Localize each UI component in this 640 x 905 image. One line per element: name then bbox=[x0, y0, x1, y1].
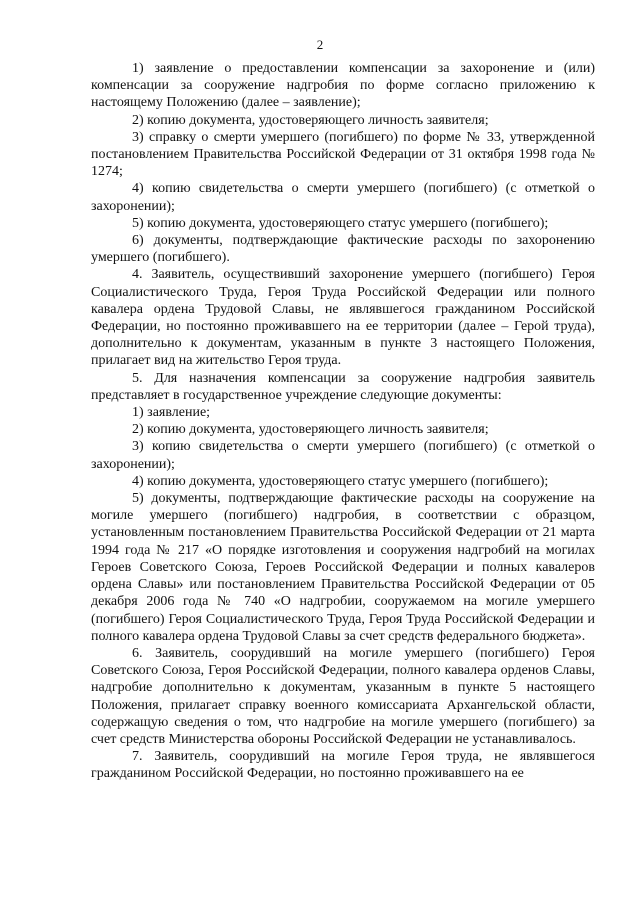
paragraph-item-1: 1) заявление о предоставлении компенсации за захоронение и (или) компенсации за сооружение надгробия по форме согласно приложению к настоящему Положению (далее – заявление); bbox=[91, 61, 595, 111]
paragraph-section-6: 6. Заявитель, соорудивший на могиле умершего (погибшего) Героя Советского Союза, Героя Российской Федерации, полного кавалера орденов Славы, надгробие дополнительно к документам, указанным в пункте 5 настоящего Положения, прилагает справку военного комиссариата Архангельской области, содержащую сведения о том, что надгробие на могиле умершего (погибшего) за счет средств Министерства обороны Российской Федерации не устанавливалось. bbox=[91, 645, 595, 747]
paragraph-item-5-2: 2) копию документа, удостоверяющего личность заявителя; bbox=[132, 422, 489, 438]
paragraph-item-5-4: 4) копию документа, удостоверяющего статус умершего (погибшего); bbox=[132, 473, 549, 489]
paragraph-item-6: 6) документы, подтверждающие фактические расходы по захоронению умершего (погибшего). bbox=[91, 233, 595, 266]
paragraph-section-4: 4. Заявитель, осуществивший захоронение умершего (погибшего) Героя Социалистического Труда, Героя Труда Российской Федерации или полного кавалера ордена Трудовой Славы, не являвшегося гражданином Российской Федерации, но постоянно проживавшего на ее территории (далее – Герой труда), дополнительно к документам, указанным в пункте 3 настоящего Положения, прилагает вид на жительство Героя труда. bbox=[91, 267, 595, 369]
paragraph-item-2: 2) копию документа, удостоверяющего личность заявителя; bbox=[132, 112, 489, 128]
paragraph-item-5-5: 5) документы, подтверждающие фактические расходы на сооружение на могиле умершего (погибшего) надгробия, в соответствии с образцом, установленным постановлением Правительства Российской Федерации от 21 марта 1994 года № 217 «О порядке изготовления и сооружения надгробий на могилах Героев Советского Союза, Героев Российской Федерации и полных кавалеров ордена Славы» или постановлением Правительства Российской Федерации от 05 декабря 2006 года № 740 «О надгробии, сооружаемом на могиле умершего (погибшего) Героя Социалистического Труда, Героя Труда Российской Федерации и полного кавалера ордена Трудовой Славы за счет средств федерального бюджета». bbox=[91, 491, 595, 644]
document-body bbox=[91, 60, 595, 783]
paragraph-item-4: 4) копию свидетельства о смерти умершего (погибшего) (с отметкой о захоронении); bbox=[91, 181, 595, 214]
paragraph-item-5: 5) копию документа, удостоверяющего статус умершего (погибшего); bbox=[132, 215, 549, 231]
page-number: 2 bbox=[316, 37, 324, 52]
paragraph-section-7: 7. Заявитель, соорудивший на могиле Героя труда, не являвшегося гражданином Российской Федерации, но постоянно проживавшего на ее bbox=[91, 749, 595, 782]
paragraph-item-3: 3) справку о смерти умершего (погибшего) по форме № 33, утвержденной постановлением Правительства Российской Федерации от 31 октября 1998 года № 1274; bbox=[91, 129, 595, 180]
paragraph-section-5: 5. Для назначения компенсации за сооружение надгробия заявитель представляет в государственное учреждение следующие документы: bbox=[91, 370, 595, 403]
paragraph-item-5-3: 3) копию свидетельства о смерти умершего (погибшего) (с отметкой о захоронении); bbox=[91, 439, 595, 472]
paragraph-item-5-1: 1) заявление; bbox=[132, 405, 211, 421]
